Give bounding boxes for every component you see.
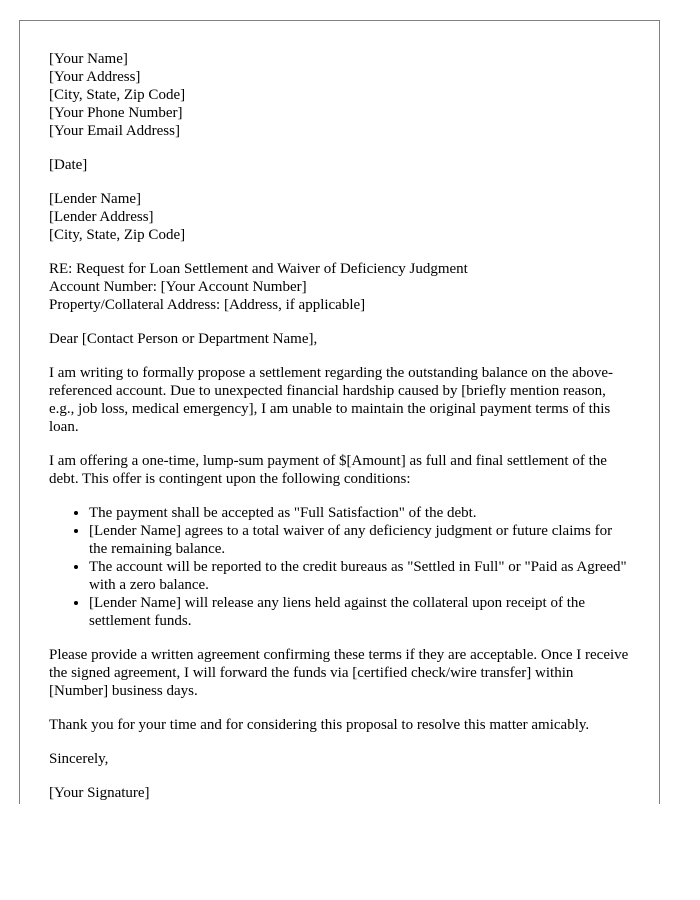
reference-block xyxy=(49,260,630,314)
list-item: • [Lender Name] will release any liens held against the collateral upon receipt of the settlement funds. xyxy=(89,594,630,630)
list-item: • The account will be reported to the credit bureaus as "Settled in Full" or "Paid as Agreed" with a zero balance. xyxy=(89,558,630,594)
closing: Sincerely, xyxy=(49,751,109,767)
signature: [Your Signature] xyxy=(49,785,150,801)
property-address-line: Property/Collateral Address: [Address, if applicable] xyxy=(49,297,366,313)
salutation: Dear [Contact Person or Department Name], xyxy=(49,331,318,347)
sender-block xyxy=(49,50,630,140)
conditions-list xyxy=(49,504,630,630)
intro-paragraph: I am writing to formally propose a settlement regarding the outstanding balance on the above-referenced account. Due to unexpected financial hardship caused by [briefly mention reason, e.g., job loss, medical emergency], I am unable to maintain the original payment terms of this loan. xyxy=(49,365,613,435)
date-block xyxy=(49,156,630,174)
recipient-address: [Lender Address] xyxy=(49,209,154,225)
sender-email: [Your Email Address] xyxy=(49,123,180,139)
recipient-name: [Lender Name] xyxy=(49,191,142,207)
account-number-line: Account Number: [Your Account Number] xyxy=(49,279,307,295)
thanks-paragraph: Thank you for your time and for considering this proposal to resolve this matter amicably. xyxy=(49,717,590,733)
sender-name: [Your Name] xyxy=(49,51,128,67)
request-paragraph: Please provide a written agreement confirming these terms if they are acceptable. Once I receive the signed agreement, I will forward the funds via [certified check/wire transfer] within [Number] business days. xyxy=(49,647,629,699)
list-item: • [Lender Name] agrees to a total waiver of any deficiency judgment or future claims for the remaining balance. xyxy=(89,522,630,558)
sender-city-state-zip: [City, State, Zip Code] xyxy=(49,87,186,103)
sender-address: [Your Address] xyxy=(49,69,141,85)
recipient-block xyxy=(49,190,630,244)
offer-paragraph: I am offering a one-time, lump-sum payment of $[Amount] as full and final settlement of the debt. This offer is contingent upon the following conditions: xyxy=(49,453,607,487)
letter-page xyxy=(19,20,660,804)
list-item: • The payment shall be accepted as "Full Satisfaction" of the debt. xyxy=(89,504,630,522)
letter-date: [Date] xyxy=(49,157,88,173)
recipient-city-state-zip: [City, State, Zip Code] xyxy=(49,227,186,243)
sender-phone: [Your Phone Number] xyxy=(49,105,183,121)
subject-line: RE: Request for Loan Settlement and Waiver of Deficiency Judgment xyxy=(49,261,468,277)
